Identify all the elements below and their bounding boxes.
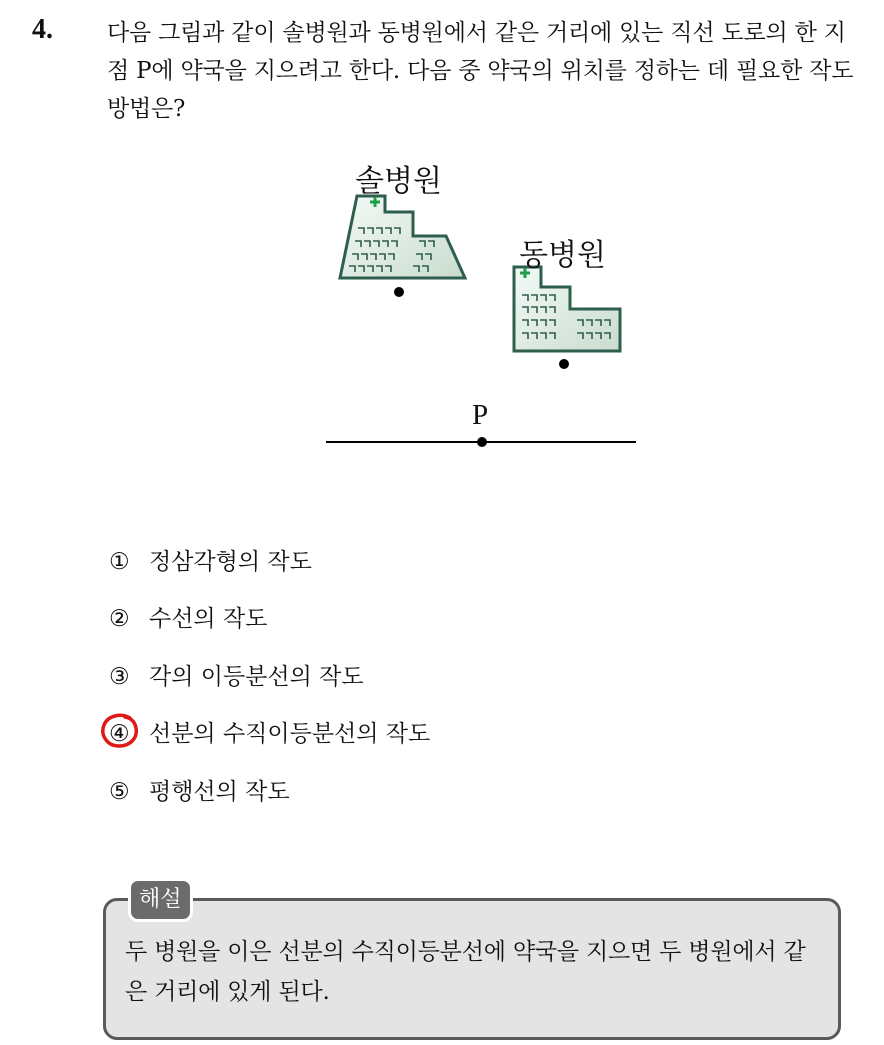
choice-list	[109, 533, 430, 821]
question-text: 다음 그림과 같이 솔병원과 동병원에서 같은 거리에 있는 직선 도로의 한 지점 P에 약국을 지으려고 한다. 다음 중 약국의 위치를 정하는 데 필요한 작도 방법은?	[107, 20, 854, 122]
choice-text: 정삼각형의 작도	[149, 548, 312, 575]
hospital-2-building-icon	[514, 267, 620, 351]
choice-number: ⑤	[109, 778, 130, 805]
point-p	[477, 437, 487, 447]
choice-number: ④	[109, 721, 130, 748]
hospital-2-point	[559, 359, 569, 369]
choice-number: ②	[109, 606, 130, 633]
choice-4[interactable]	[109, 706, 430, 764]
explanation-text: 두 병원을 이은 선분의 수직이등분선에 약국을 지으면 두 병원에서 같은 거리에 있게 된다.	[125, 939, 806, 1005]
explanation-tag: 해설	[128, 878, 193, 922]
choice-text: 수선의 작도	[149, 606, 268, 633]
choice-2[interactable]	[109, 591, 430, 649]
figure-diagram	[0, 0, 884, 520]
choice-5[interactable]	[109, 763, 430, 821]
point-p-label: P	[472, 399, 489, 431]
choice-number: ①	[109, 548, 130, 575]
choice-number: ③	[109, 663, 130, 690]
choice-3[interactable]	[109, 648, 430, 706]
hospital-2-label: 동병원	[519, 238, 606, 273]
hospital-1-building-icon	[340, 196, 465, 278]
hospital-1-point	[394, 287, 404, 297]
choice-text: 선분의 수직이등분선의 작도	[149, 721, 431, 748]
question-number: 4.	[32, 14, 53, 45]
hospital-1-label: 솔병원	[355, 164, 442, 199]
choice-1[interactable]	[109, 533, 430, 591]
answer-circle-mark-icon	[100, 712, 142, 750]
choice-text: 각의 이등분선의 작도	[149, 663, 364, 690]
choice-text: 평행선의 작도	[149, 778, 290, 805]
